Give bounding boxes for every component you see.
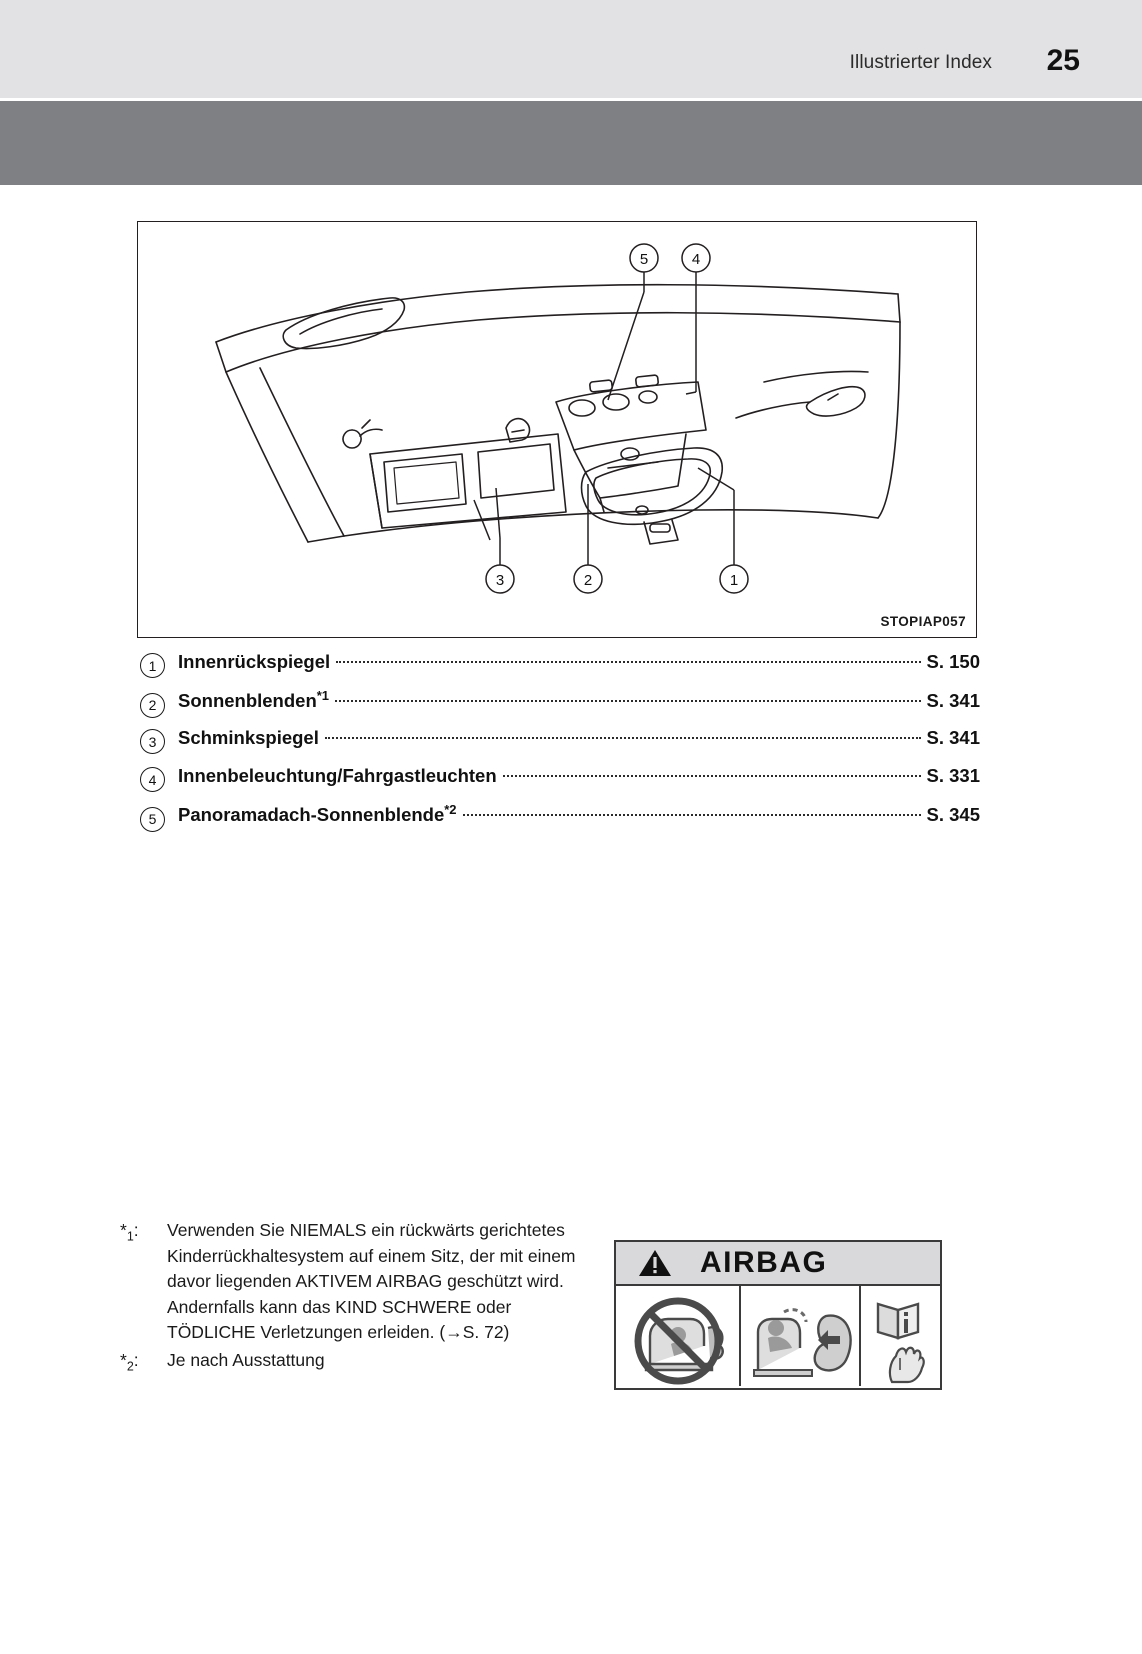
leader-dots	[335, 700, 920, 702]
leader-dots	[336, 661, 920, 663]
header-title: Illustrierter Index	[849, 52, 992, 73]
vehicle-headliner-illustration	[138, 222, 976, 637]
footnote-marker: *1	[316, 688, 330, 703]
svg-text:4: 4	[691, 251, 701, 268]
pointing-hand-icon	[890, 1348, 924, 1382]
item-number-badge: 5	[140, 807, 165, 832]
list-item[interactable]	[140, 650, 980, 688]
item-label: Panoramadach-Sonnenblende$^{*2}$	[178, 802, 457, 826]
illustration-figure	[137, 221, 977, 638]
figure-code: STOPIAP057	[880, 614, 966, 629]
airbag-label-header	[616, 1242, 940, 1286]
svg-text:2: 2	[583, 572, 593, 589]
list-item[interactable]	[140, 726, 980, 764]
list-item[interactable]	[140, 764, 980, 802]
item-label: Innenrückspiegel	[178, 650, 331, 672]
item-number-badge: 2	[140, 693, 165, 718]
item-label: Schminkspiegel	[178, 726, 319, 748]
footnote-2-text: Je nach Ausstattung	[167, 1349, 325, 1370]
item-number-badge: 3	[140, 729, 165, 754]
footnote-1-text: Verwenden Sie NIEMALS ein rückwärts gerichtetes Kinderrückhaltesystem auf einem Sitz, der mit einem davor liegenden AKTIVEM AIRBAG geschützt wird. Andernfalls kann das KIND SCHWERE oder TÖDLICHE Verletzungen erleiden. (→S. 72)	[167, 1220, 576, 1342]
illustrated-index-list	[140, 650, 980, 840]
list-item[interactable]	[140, 688, 980, 726]
footnote-marker: *2	[444, 802, 457, 817]
page-number: 25	[1046, 44, 1080, 77]
leader-dots	[463, 814, 921, 816]
airbag-warning-label	[614, 1240, 942, 1390]
footnote-2	[120, 1348, 580, 1380]
footnote-1	[120, 1218, 580, 1346]
svg-text:3: 3	[495, 572, 505, 589]
chapter-color-band	[0, 101, 1142, 185]
warning-triangle-icon	[638, 1248, 672, 1278]
item-number-badge: 4	[140, 767, 165, 792]
item-label: Sonnenblenden$^{*1}$	[178, 688, 330, 712]
page-reference[interactable]: S. 341	[926, 726, 980, 748]
page-reference[interactable]: S. 341	[926, 690, 980, 712]
page-header-band	[0, 0, 1142, 98]
item-label: Innenbeleuchtung/Fahrgastleuchten	[178, 764, 497, 786]
manual-book-icon	[878, 1304, 918, 1338]
figure-callout-group	[486, 244, 748, 593]
item-number-badge: 1	[140, 653, 165, 678]
footnote-2-marker: $*_2$:	[120, 1349, 139, 1373]
leader-dots	[325, 737, 921, 739]
list-item[interactable]	[140, 802, 980, 840]
no-rear-facing-child-seat-icon	[638, 1301, 723, 1381]
page-reference[interactable]: S. 345	[926, 804, 980, 826]
svg-text:5: 5	[639, 251, 649, 268]
footnotes-block	[120, 1218, 580, 1382]
footnote-1-marker: $*_1$:	[120, 1220, 139, 1244]
airbag-label-text: AIRBAG	[700, 1246, 828, 1279]
airbag-deploy-child-icon	[754, 1310, 851, 1376]
svg-text:1: 1	[729, 572, 739, 589]
airbag-pictogram-row	[616, 1286, 940, 1388]
leader-dots	[503, 775, 921, 777]
page-reference[interactable]: S. 331	[926, 764, 980, 786]
page-reference[interactable]: S. 150	[926, 650, 980, 672]
